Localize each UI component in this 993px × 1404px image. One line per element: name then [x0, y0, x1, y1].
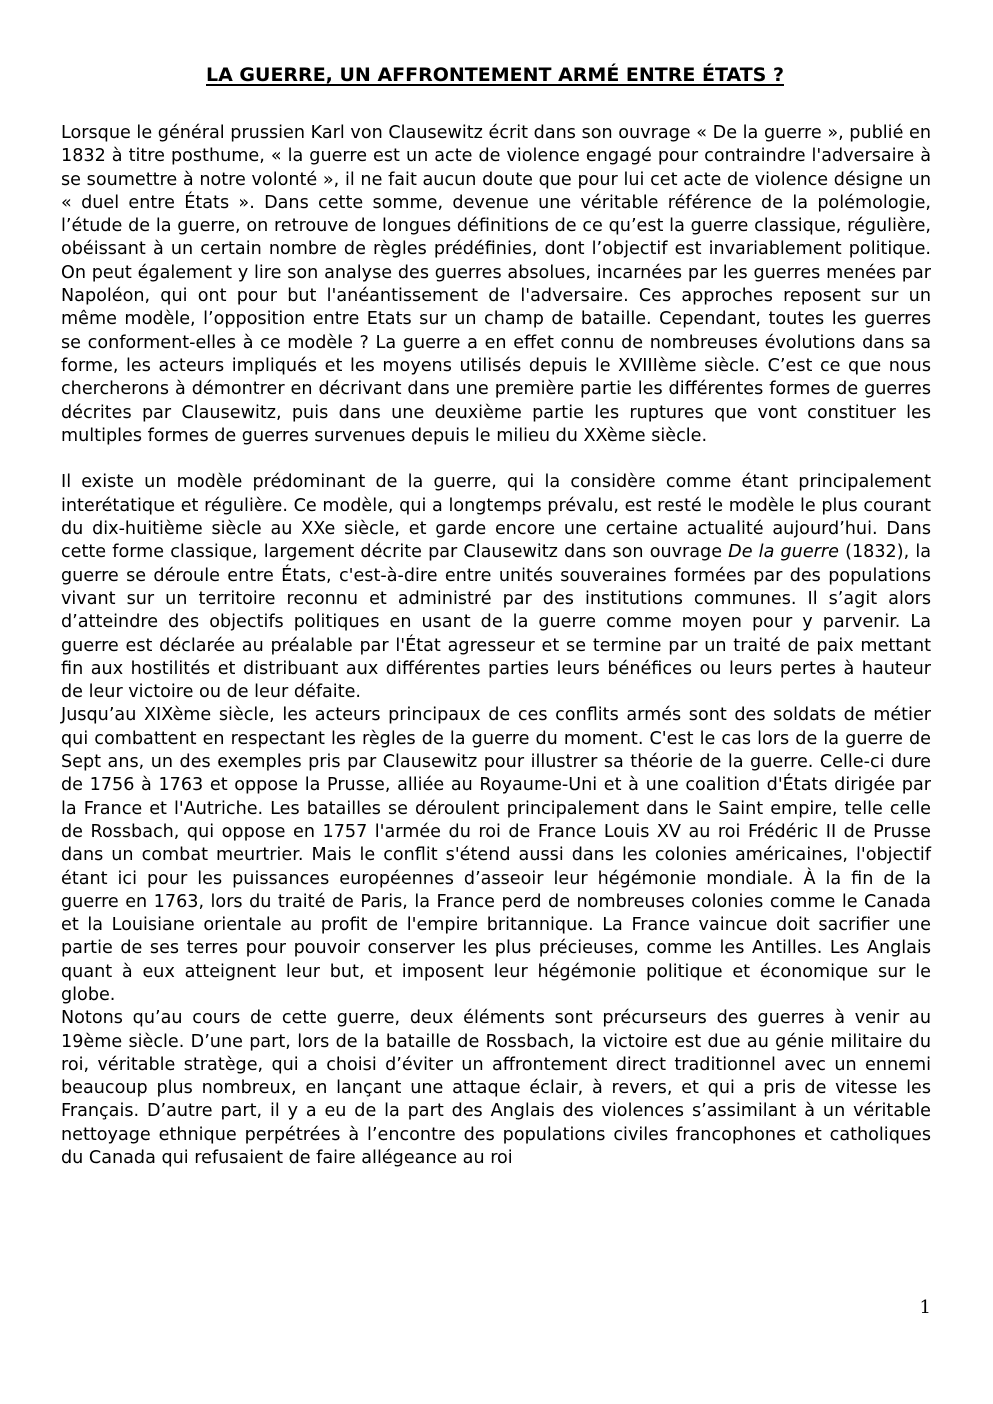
paragraph-model: [61, 471, 931, 704]
paragraph-seven-years-war: Jusqu’au XIXème siècle, les acteurs principaux de ces conflits armés sont des soldats de métier qui combattent en respectant les règles de la guerre du moment. C'est le cas lors de la guerre de Sept ans, un des exemples pris par Clausewitz pour illustrer sa théorie de la guerre. Celle-ci dure de 1756 à 1763 et oppose la Prusse, alliée au Royaume-Uni et à une coalition d'États dirigée par la France et l'Autriche. Les batailles se déroulent principalement dans le Saint empire, telle celle de Rossbach, qui oppose en 1757 l'armée du roi de France Louis XV au roi Frédéric II de Prusse dans un combat meurtrier. Mais le conflit s'étend aussi dans les colonies américaines, l'objectif étant ici pour les puissances européennes d’asseoir leur hégémonie mondiale. À la fin de la guerre en 1763, lors du traité de Paris, la France perd de nombreuses colonies comme le Canada et la Louisiane orientale au profit de l'empire britannique. La France vaincue doit sacrifier une partie de ses terres pour pouvoir conserver les plus précieuses, comme les Antilles. Les Anglais quant à eux atteignent leur but, et imposent leur hégémonie politique et économique sur le globe.: [61, 705, 931, 1005]
page-number: 1: [919, 1297, 931, 1318]
document-body: [61, 122, 931, 1170]
paragraph-precursors: Notons qu’au cours de cette guerre, deux éléments sont précurseurs des guerres à venir au 19ème siècle. D’une part, lors de la bataille de Rossbach, la victoire est due au génie militaire du roi, véritable stratège, qui a choisi d’éviter un affrontement direct traditionnel avec un ennemi beaucoup plus nombreux, en lançant une attaque éclair, à revers, et qui a pris de vitesse les Français. D’autre part, il y a eu de la part des Anglais des violences s’assimilant à un véritable nettoyage ethnique perpétrées à l’encontre des populations civiles francophones et catholiques du Canada qui refusaient de faire allégeance au roi: [61, 1008, 931, 1169]
paragraph-spacer: [61, 448, 931, 471]
paragraph-model-text-2: (1832), la guerre se déroule entre États, c'est-à-dire entre unités souveraines formées par des populations vivant sur un territoire reconnu et administré par des institutions communes. Il s’agit alors d’atteindre des objectifs politiques en usant de la guerre comme moyen pour y parvenir. La guerre est déclarée au préalable par l'État agresseur et se termine par un traité de paix mettant fin aux hostilités et distribuant aux différentes parties leurs bénéfices ou leurs pertes à hauteur de leur victoire ou de leur défaite.: [61, 542, 931, 703]
paragraph-intro: Lorsque le général prussien Karl von Clausewitz écrit dans son ouvrage « De la guerre », publié en 1832 à titre posthume, « la guerre est un acte de violence engagé pour contraindre l'adversaire à se soumettre à notre volonté », il ne fait aucun doute que pour lui cet acte de violence désigne un « duel entre États ». Dans cette somme, devenue une véritable référence de la polémologie, l’étude de la guerre, on retrouve de longues définitions de ce qu’est la guerre classique, régulière, obéissant à un certain nombre de règles prédéfinies, dont l’objectif est invariablement politique. On peut également y lire son analyse des guerres absolues, incarnées par les guerres menées par Napoléon, qui ont pour but l'anéantissement de l'adversaire. Ces approches reposent sur un même modèle, l’opposition entre Etats sur un champ de bataille. Cependant, toutes les guerres se conforment-elles à ce modèle ? La guerre a en effet connu de nombreuses évolutions dans sa forme, les acteurs impliqués et les moyens utilisés depuis le XVIIIème siècle. C’est ce que nous chercherons à démontrer en décrivant dans une première partie les différentes formes de guerres décrites par Clausewitz, puis dans une deuxième partie les ruptures que vont constituer les multiples formes de guerres survenues depuis le milieu du XXème siècle.: [61, 123, 931, 446]
book-title-italic: De la guerre: [728, 542, 839, 563]
paragraph-model-text-1: Il existe un modèle prédominant de la guerre, qui la considère comme étant principalement interétatique et régulière. Ce modèle, qui a longtemps prévalu, est resté le modèle le plus courant du dix-huitième siècle au XXe siècle, et garde encore une certaine actualité aujourd’hui. Dans cette forme classique, largement décrite par Clausewitz dans son ouvrage: [61, 472, 931, 563]
document-title: LA GUERRE, UN AFFRONTEMENT ARMÉ ENTRE ÉTATS ?: [206, 64, 784, 86]
